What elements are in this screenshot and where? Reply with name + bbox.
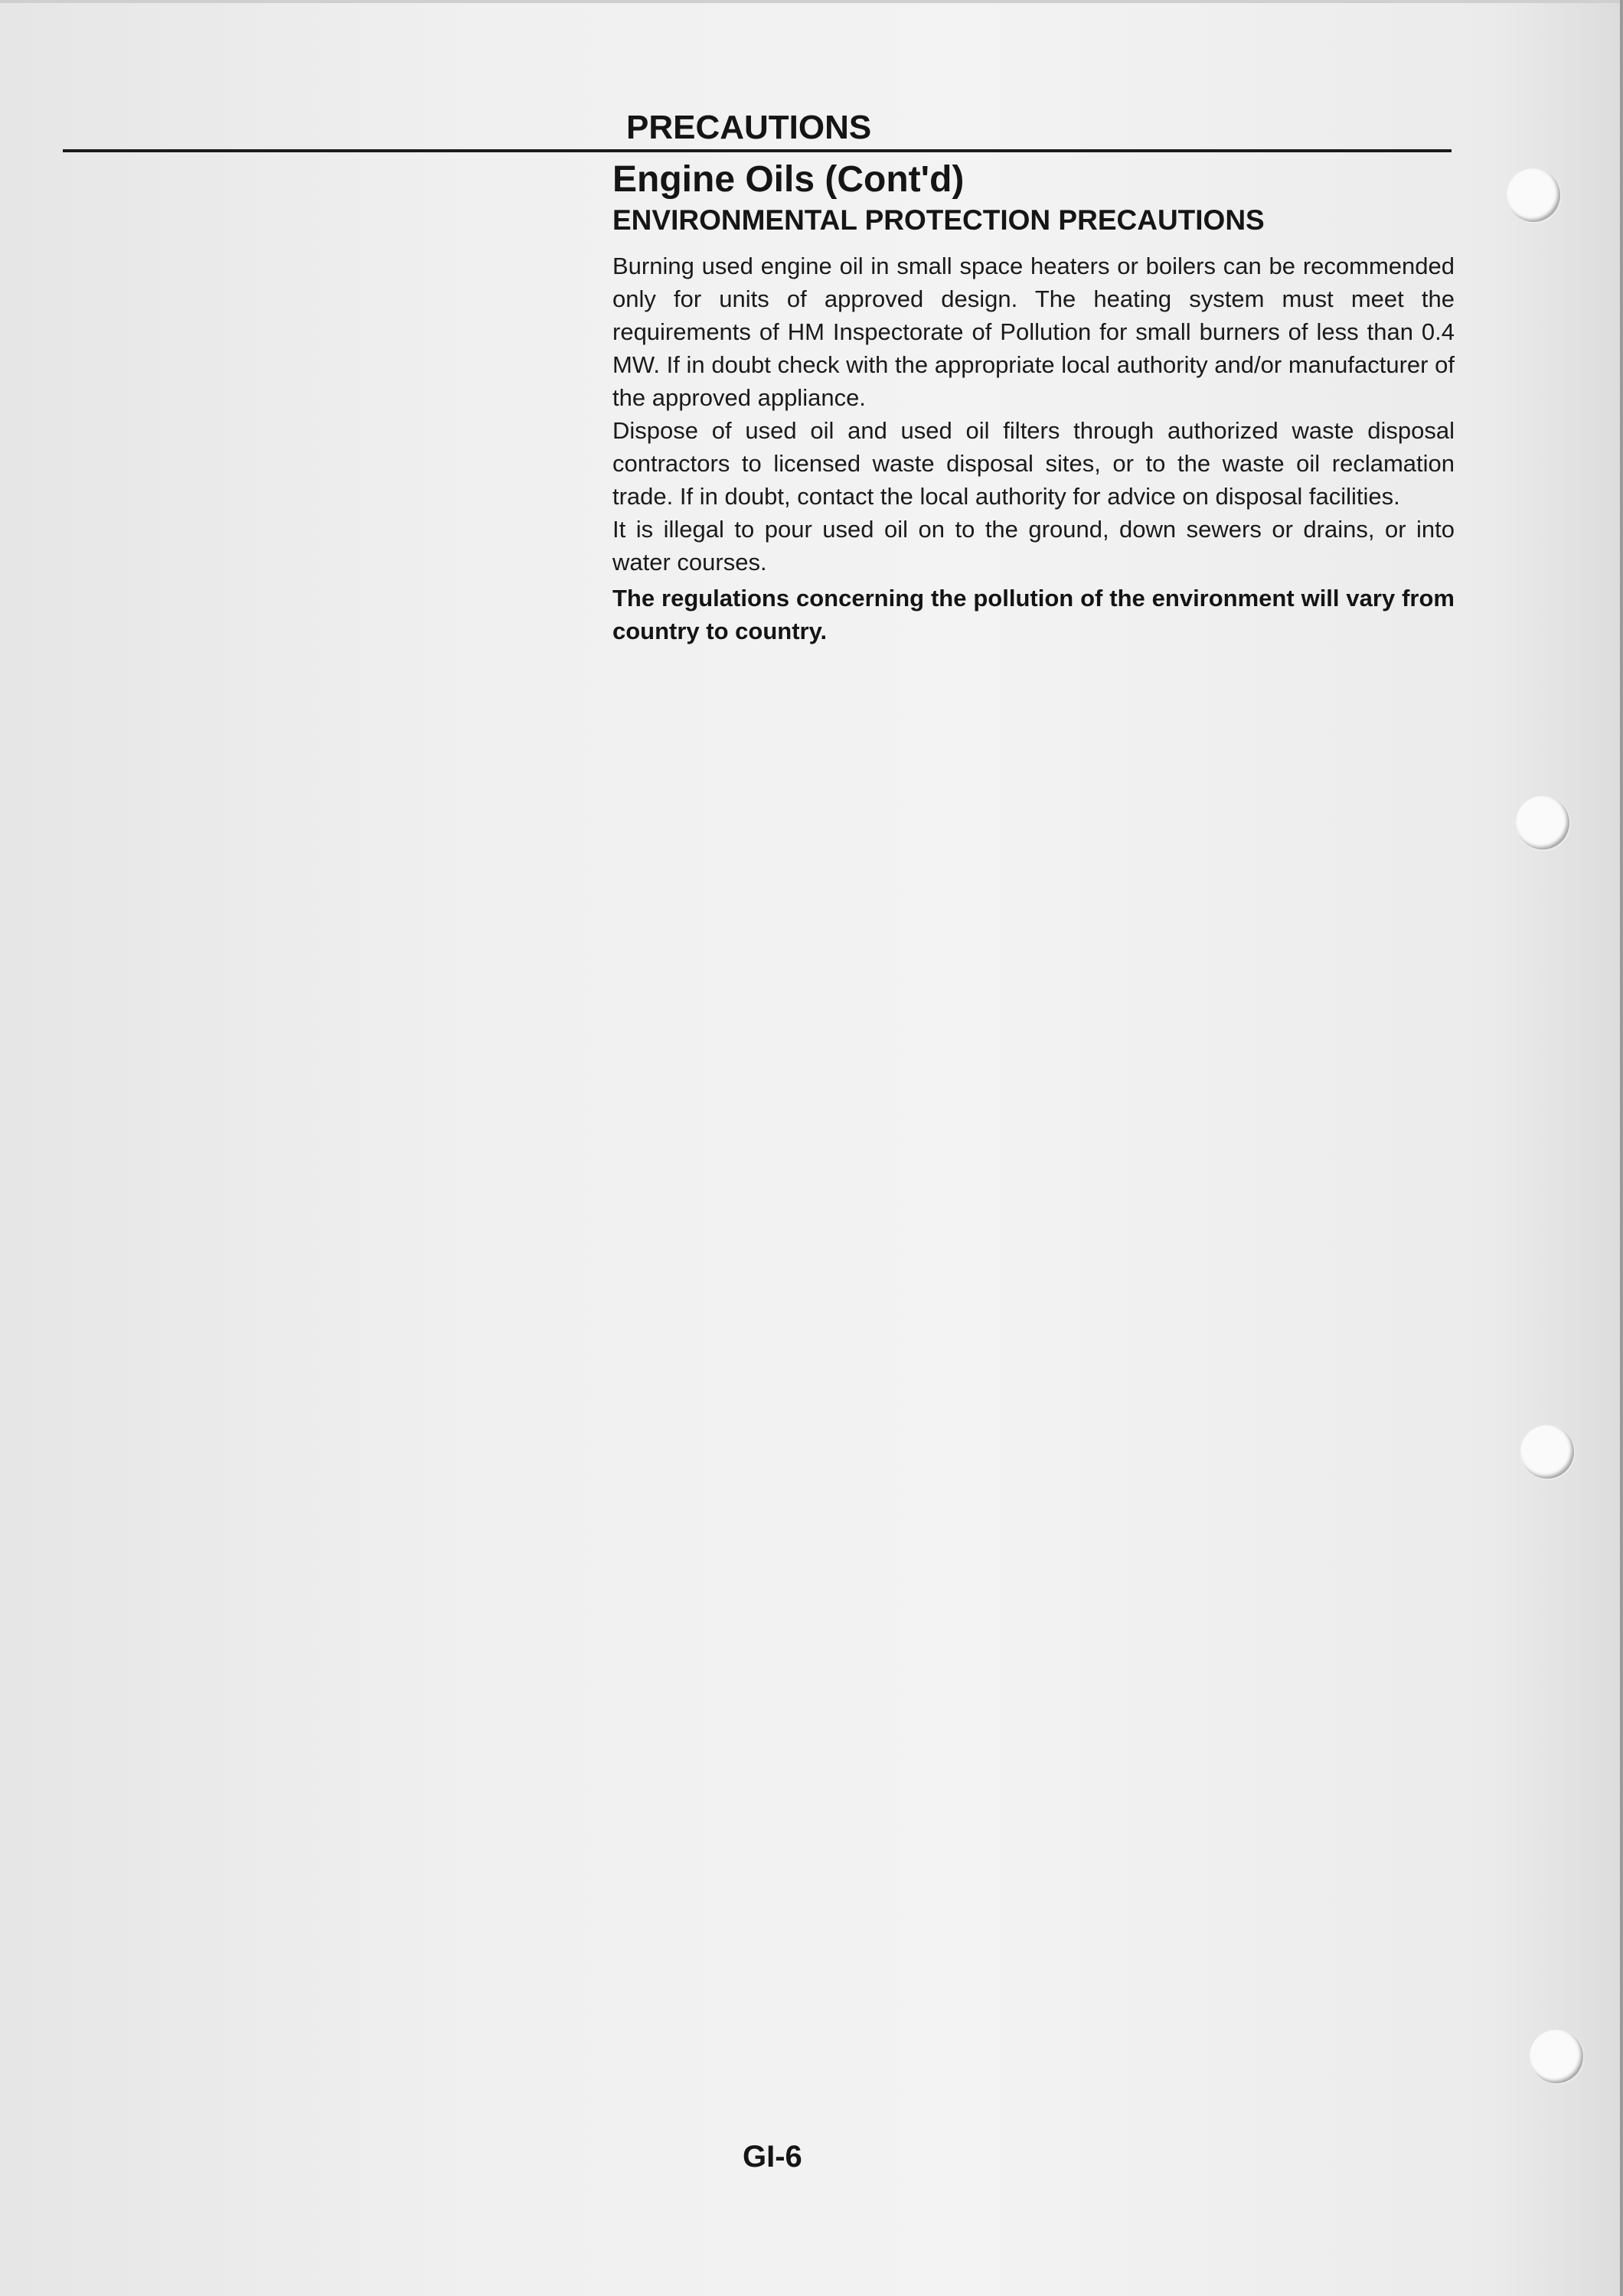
section-heading: ENVIRONMENTAL PROTECTION PRECAUTIONS	[612, 204, 1265, 236]
binder-hole-2	[1516, 796, 1569, 850]
section-body	[612, 249, 1455, 647]
regulations-note: The regulations concerning the pollution of the environment will vary from country to country.	[612, 585, 1455, 644]
binder-hole-1	[1507, 168, 1560, 222]
page-number: GI-6	[743, 2140, 802, 2174]
page-right-edge	[1620, 0, 1623, 2296]
binder-hole-4	[1530, 2030, 1583, 2083]
section-title: PRECAUTIONS	[626, 109, 872, 146]
page-top-edge	[0, 0, 1623, 3]
paragraph-disposal: Dispose of used oil and used oil filters through authorized waste disposal contractors to licensed waste disposal sites, or to the waste oil reclamation trade. If in doubt, contact the local authority for advice on disposal facilities.	[612, 417, 1455, 510]
paragraph-burning-oil: Burning used engine oil in small space heaters or boilers can be recommended only for units of approved design. The heating system must meet the requirements of HM Inspectorate of Pollution for small burners of less than 0.4 MW. If in doubt check with the appropriate local authority and/or manufacturer of the approved appliance.	[612, 253, 1455, 411]
paragraph-illegal: It is illegal to pour used oil on to the ground, down sewers or drains, or into water courses.	[612, 516, 1455, 576]
page-subtitle: Engine Oils (Cont'd)	[612, 159, 965, 200]
binder-hole-3	[1520, 1425, 1574, 1479]
header-rule	[63, 149, 1452, 152]
